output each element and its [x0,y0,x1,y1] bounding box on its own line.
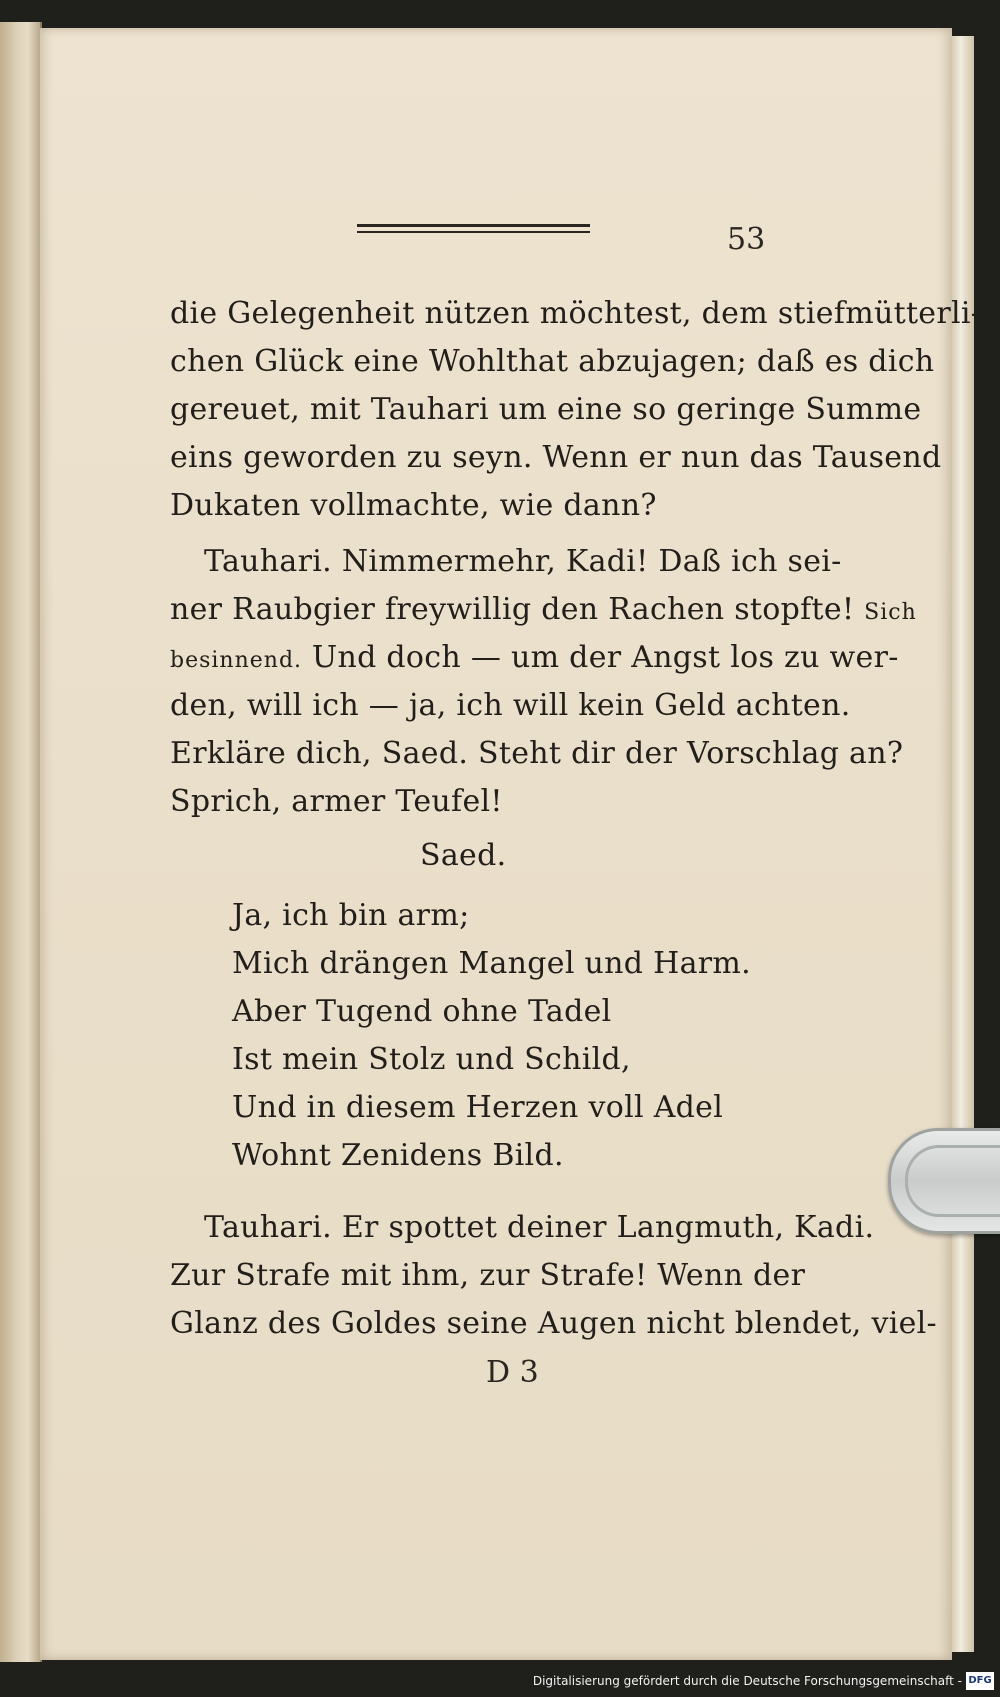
verse-line-1: Ja, ich bin arm; [232,898,470,933]
speech-2-line-1 [204,1210,874,1245]
paper-clip-loop [905,1145,1000,1217]
speech-text: ner Raubgier freywillig den Rachen stopfte! [170,592,855,627]
speech-1-line-3 [170,640,899,675]
speaker-name: Tauhari. [204,544,332,579]
header-rule-top [357,224,590,227]
verse-line-4: Ist mein Stolz und Schild, [232,1042,631,1077]
speech-1-line-1 [204,544,842,579]
stage-direction: Sich [864,600,917,625]
speaker-name: Tauhari. [204,1210,332,1245]
header-rule-bottom [357,231,590,233]
speech-1-line-2 [170,592,917,627]
paper-clip [888,1128,1000,1234]
speech-text: Er spottet deiner Langmuth, Kadi. [341,1210,875,1245]
verse-line-5: Und in diesem Herzen voll Adel [232,1090,724,1125]
page-number: 53 [727,222,766,257]
prose-line-5: Dukaten vollmachte, wie dann? [170,488,657,523]
speaker-heading: Saed. [420,838,507,873]
speech-2-line-2: Zur Strafe mit ihm, zur Strafe! Wenn der [170,1258,806,1293]
speech-1-line-5: Erkläre dich, Saed. Steht dir der Vorschlag an? [170,736,904,771]
page-fore-edge [952,36,974,1652]
left-page-edge [0,22,42,1662]
verse-line-2: Mich drängen Mangel und Harm. [232,946,752,981]
prose-line-2: chen Glück eine Wohlthat abzujagen; daß es dich [170,344,935,379]
signature-mark: D 3 [486,1355,539,1390]
speech-1-line-4: den, will ich — ja, ich will kein Geld achten. [170,688,851,723]
prose-line-4: eins geworden zu seyn. Wenn er nun das Tausend [170,440,942,475]
speech-text: Und doch — um der Angst los zu wer- [311,640,899,675]
prose-line-3: gereuet, mit Tauhari um eine so geringe Summe [170,392,922,427]
speech-1-line-6: Sprich, armer Teufel! [170,784,503,819]
stage-direction: besinnend. [170,648,303,673]
verse-line-6: Wohnt Zenidens Bild. [232,1138,564,1173]
speech-2-line-3: Glanz des Goldes seine Augen nicht blendet, viel- [170,1306,937,1341]
prose-line-1: die Gelegenheit nützen möchtest, dem stiefmütterli- [170,296,982,331]
dfg-logo: DFG [966,1672,994,1690]
speech-text: Nimmermehr, Kadi! Daß ich sei- [341,544,842,579]
footer-bar [0,1668,1000,1697]
footer-credit: Digitalisierung gefördert durch die Deutsche Forschungsgemeinschaft - [532,1674,962,1688]
verse-line-3: Aber Tugend ohne Tadel [232,994,612,1029]
